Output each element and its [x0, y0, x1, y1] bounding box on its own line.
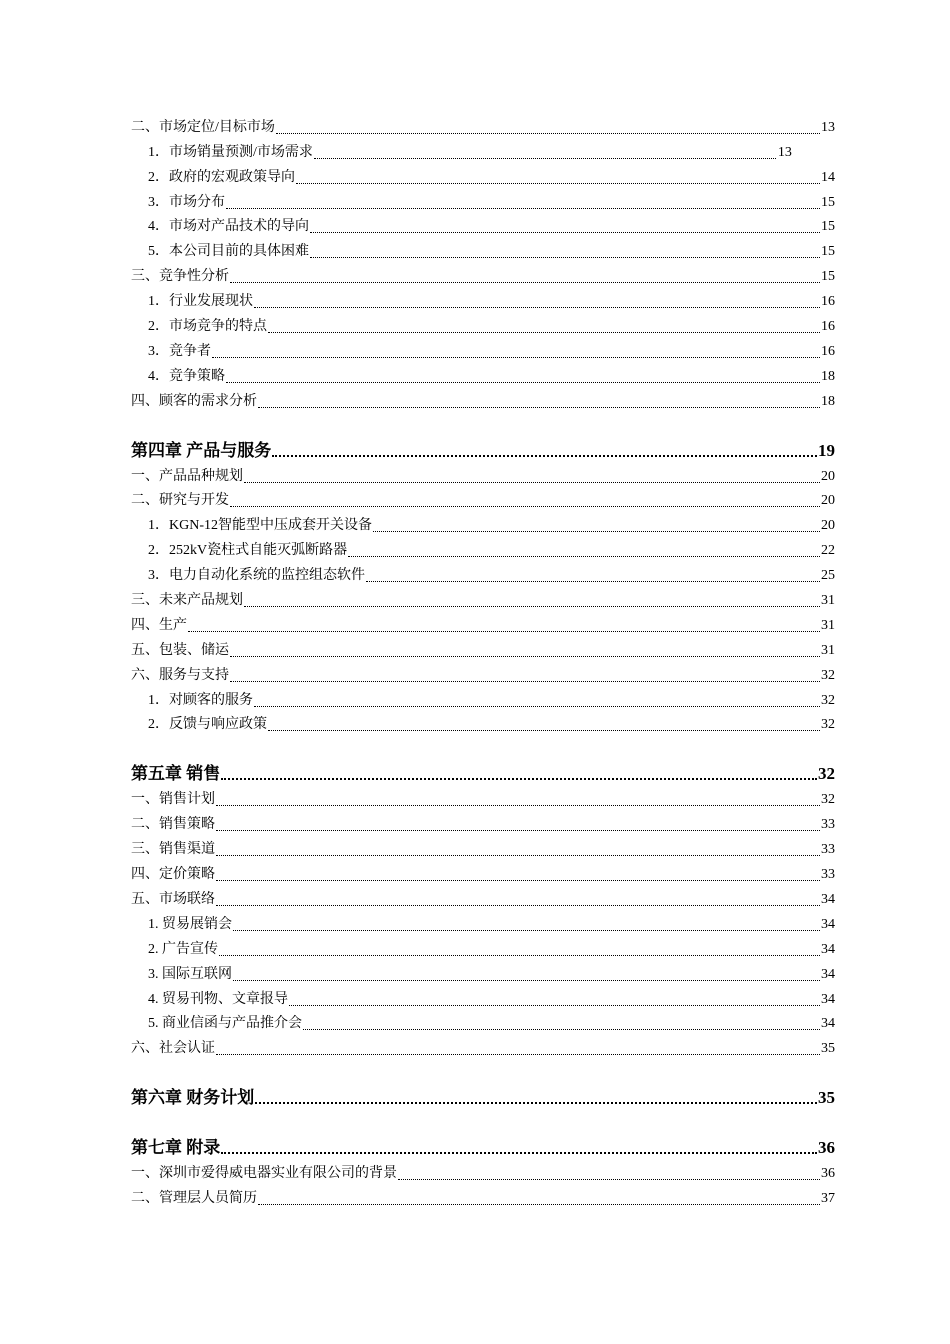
toc-entry[interactable] [131, 286, 835, 311]
toc-page-number: 35 [818, 1088, 835, 1108]
toc-entry-title: 四、生产 [131, 617, 187, 633]
toc-entry-title: 4. 贸易刊物、文章报导 [148, 991, 288, 1007]
toc-page-number: 36 [818, 1138, 835, 1158]
dot-leader [230, 500, 820, 507]
dot-leader [188, 625, 820, 632]
dot-leader [219, 949, 820, 956]
dot-leader [296, 177, 820, 184]
toc-entry-title: 3．竞争者 [148, 343, 211, 359]
toc-page-number: 31 [821, 642, 835, 658]
toc-page-number: 34 [821, 941, 835, 957]
dot-leader [276, 127, 820, 134]
toc-page-number: 31 [821, 617, 835, 633]
dot-leader [244, 476, 820, 483]
dot-leader [366, 575, 820, 582]
toc-entry[interactable] [131, 809, 835, 834]
toc-entry[interactable] [131, 784, 835, 809]
toc-entry[interactable] [131, 461, 835, 486]
toc-entry[interactable] [131, 1158, 835, 1183]
toc-entry[interactable] [131, 1183, 835, 1208]
toc-page-number: 32 [821, 792, 835, 808]
toc-entry-title: 5．本公司目前的具体困难 [148, 244, 309, 260]
dot-leader [303, 1023, 820, 1030]
dot-leader [226, 376, 820, 383]
toc-page-number: 32 [821, 667, 835, 683]
toc-chapter-entry[interactable] [131, 1083, 835, 1108]
dot-leader [244, 600, 820, 607]
dot-leader [212, 351, 820, 358]
toc-page-number: 33 [821, 817, 835, 833]
toc-entry-title: 2．反馈与响应政策 [148, 717, 267, 733]
toc-entry-title: 第五章 销售 [131, 764, 221, 784]
toc-entry-title: 4．竞争策略 [148, 368, 225, 384]
toc-page-number: 16 [821, 343, 835, 359]
toc-entry-title: 六、服务与支持 [131, 667, 229, 683]
toc-page-number: 14 [821, 169, 835, 185]
toc-entry-title: 二、管理层人员简历 [131, 1191, 257, 1207]
dot-leader [221, 772, 817, 780]
toc-entry-title: 五、包装、储运 [131, 642, 229, 658]
toc-page-number: 16 [821, 319, 835, 335]
toc-page-number: 19 [818, 440, 835, 460]
toc-page-number: 32 [821, 692, 835, 708]
toc-page-number: 20 [821, 468, 835, 484]
toc-entry-title: 2．252kV瓷柱式自能灭弧断路器 [148, 543, 348, 559]
toc-entry[interactable] [131, 585, 835, 610]
dot-leader [233, 924, 820, 931]
dot-leader [230, 276, 820, 283]
toc-entry[interactable] [131, 685, 835, 710]
toc-entry[interactable] [131, 660, 835, 685]
toc-page-number: 34 [821, 891, 835, 907]
toc-entry[interactable] [131, 535, 835, 560]
toc-page-number: 15 [821, 269, 835, 285]
toc-page-number: 37 [821, 1191, 835, 1207]
dot-leader [226, 202, 820, 209]
toc-page-number: 16 [821, 294, 835, 310]
toc-entry[interactable] [131, 909, 835, 934]
toc-entry[interactable] [131, 934, 835, 959]
toc-entry[interactable] [131, 1009, 835, 1034]
toc-entry[interactable] [131, 112, 835, 137]
toc-entry[interactable] [131, 560, 835, 585]
toc-entry-title: 2. 广告宣传 [148, 941, 218, 957]
toc-page-number: 33 [821, 842, 835, 858]
toc-entry[interactable] [131, 959, 835, 984]
toc-page-number: 32 [818, 764, 835, 784]
dot-leader [230, 650, 820, 657]
toc-entry-title: 1. 贸易展销会 [148, 916, 232, 932]
toc-entry-title: 1．行业发展现状 [148, 294, 253, 310]
toc-entry-title: 二、市场定位/目标市场 [131, 119, 275, 135]
toc-entry-title: 三、销售渠道 [131, 842, 215, 858]
toc-entry-title: 五、市场联络 [131, 891, 215, 907]
dot-leader [216, 874, 820, 881]
dot-leader [272, 449, 817, 457]
toc-entry-title: 3．市场分布 [148, 194, 225, 210]
toc-chapter-entry[interactable] [131, 1133, 835, 1158]
dot-leader [221, 1146, 817, 1154]
toc-entry-title: 第七章 附录 [131, 1138, 221, 1158]
toc-entry[interactable] [131, 510, 835, 535]
toc-page-number: 35 [821, 1041, 835, 1057]
dot-leader [216, 849, 820, 856]
toc-entry[interactable] [131, 187, 835, 212]
dot-leader [314, 152, 776, 159]
toc-entry[interactable] [131, 984, 835, 1009]
toc-page-number: 22 [821, 543, 835, 559]
dot-leader [373, 525, 820, 532]
toc-entry[interactable] [131, 859, 835, 884]
toc-entry-title: 2．市场竞争的特点 [148, 319, 267, 335]
dot-leader [258, 1198, 820, 1205]
toc-entry-title: 一、深圳市爱得威电器实业有限公司的背景 [131, 1166, 397, 1182]
toc-entry-title: 第六章 财务计划 [131, 1088, 255, 1108]
toc-page-number: 20 [821, 493, 835, 509]
toc-entry-title: 三、未来产品规划 [131, 593, 243, 609]
toc-entry[interactable] [131, 261, 835, 286]
toc-entry-title: 六、社会认证 [131, 1041, 215, 1057]
dot-leader [398, 1173, 820, 1180]
dot-leader [310, 226, 820, 233]
toc-page-number: 18 [821, 393, 835, 409]
dot-leader [289, 999, 820, 1006]
toc-page-number: 34 [821, 916, 835, 932]
toc-page-number: 18 [821, 368, 835, 384]
dot-leader [254, 700, 820, 707]
toc-entry[interactable] [131, 336, 835, 361]
toc-chapter-entry[interactable] [131, 759, 835, 784]
toc-page-number: 20 [821, 518, 835, 534]
toc-entry[interactable] [131, 1033, 835, 1058]
toc-entry[interactable] [131, 386, 835, 411]
toc-entry-title: 二、销售策略 [131, 817, 215, 833]
toc-entry-title: 5. 商业信函与产品推介会 [148, 1016, 302, 1032]
dot-leader [258, 401, 820, 408]
toc-page-number: 34 [821, 991, 835, 1007]
toc-page-number: 32 [821, 717, 835, 733]
dot-leader [230, 675, 820, 682]
dot-leader [255, 1096, 817, 1104]
toc-entry-title: 一、产品品种规划 [131, 468, 243, 484]
toc-entry-title: 四、顾客的需求分析 [131, 393, 257, 409]
toc-entry[interactable] [131, 884, 835, 909]
toc-page-number: 15 [821, 194, 835, 210]
dot-leader [310, 251, 820, 258]
toc-entry-title: 三、竞争性分析 [131, 269, 229, 285]
toc-entry[interactable] [131, 710, 835, 735]
dot-leader [216, 824, 820, 831]
dot-leader [268, 326, 820, 333]
toc-page-number: 34 [821, 1016, 835, 1032]
toc-entry-title: 2．政府的宏观政策导向 [148, 169, 295, 185]
toc-entry-title: 第四章 产品与服务 [131, 440, 272, 460]
toc-entry-title: 4．市场对产品技术的导向 [148, 219, 309, 235]
toc-entry[interactable] [131, 834, 835, 859]
toc-entry-title: 1．市场销量预测/市场需求 [148, 144, 313, 160]
toc-entry-title: 1．对顾客的服务 [148, 692, 253, 708]
toc-entry[interactable] [131, 236, 835, 261]
toc-entry[interactable] [131, 610, 835, 635]
dot-leader [216, 899, 820, 906]
toc-entry[interactable] [131, 486, 835, 511]
toc-page-number: 15 [821, 219, 835, 235]
toc-entry[interactable] [131, 137, 835, 162]
toc-page-number: 31 [821, 593, 835, 609]
toc-entry-title: 四、定价策略 [131, 867, 215, 883]
toc-entry[interactable] [131, 361, 835, 386]
toc-entry-title: 3．电力自动化系统的监控组态软件 [148, 568, 365, 584]
toc-page-number: 15 [821, 244, 835, 260]
dot-leader [216, 1048, 820, 1055]
dot-leader [268, 724, 820, 731]
toc-entry-title: 一、销售计划 [131, 792, 215, 808]
dot-leader [348, 550, 820, 557]
toc-page-number: 36 [821, 1166, 835, 1182]
toc-entry-title: 3. 国际互联网 [148, 966, 232, 982]
toc-page-number: 33 [821, 867, 835, 883]
toc-entry-title: 二、研究与开发 [131, 493, 229, 509]
toc-page-number: 13 [777, 144, 792, 160]
dot-leader [216, 799, 820, 806]
dot-leader [254, 301, 820, 308]
toc-page-number: 25 [821, 568, 835, 584]
dot-leader [233, 974, 820, 981]
toc-page-number: 13 [821, 119, 835, 135]
toc-entry[interactable] [131, 162, 835, 187]
toc-entry[interactable] [131, 311, 835, 336]
toc-entry-title: 1．KGN-12智能型中压成套开关设备 [148, 518, 372, 534]
table-of-contents [131, 112, 835, 1208]
toc-entry[interactable] [131, 635, 835, 660]
toc-entry[interactable] [131, 212, 835, 237]
toc-page-number: 34 [821, 966, 835, 982]
toc-chapter-entry[interactable] [131, 436, 835, 461]
